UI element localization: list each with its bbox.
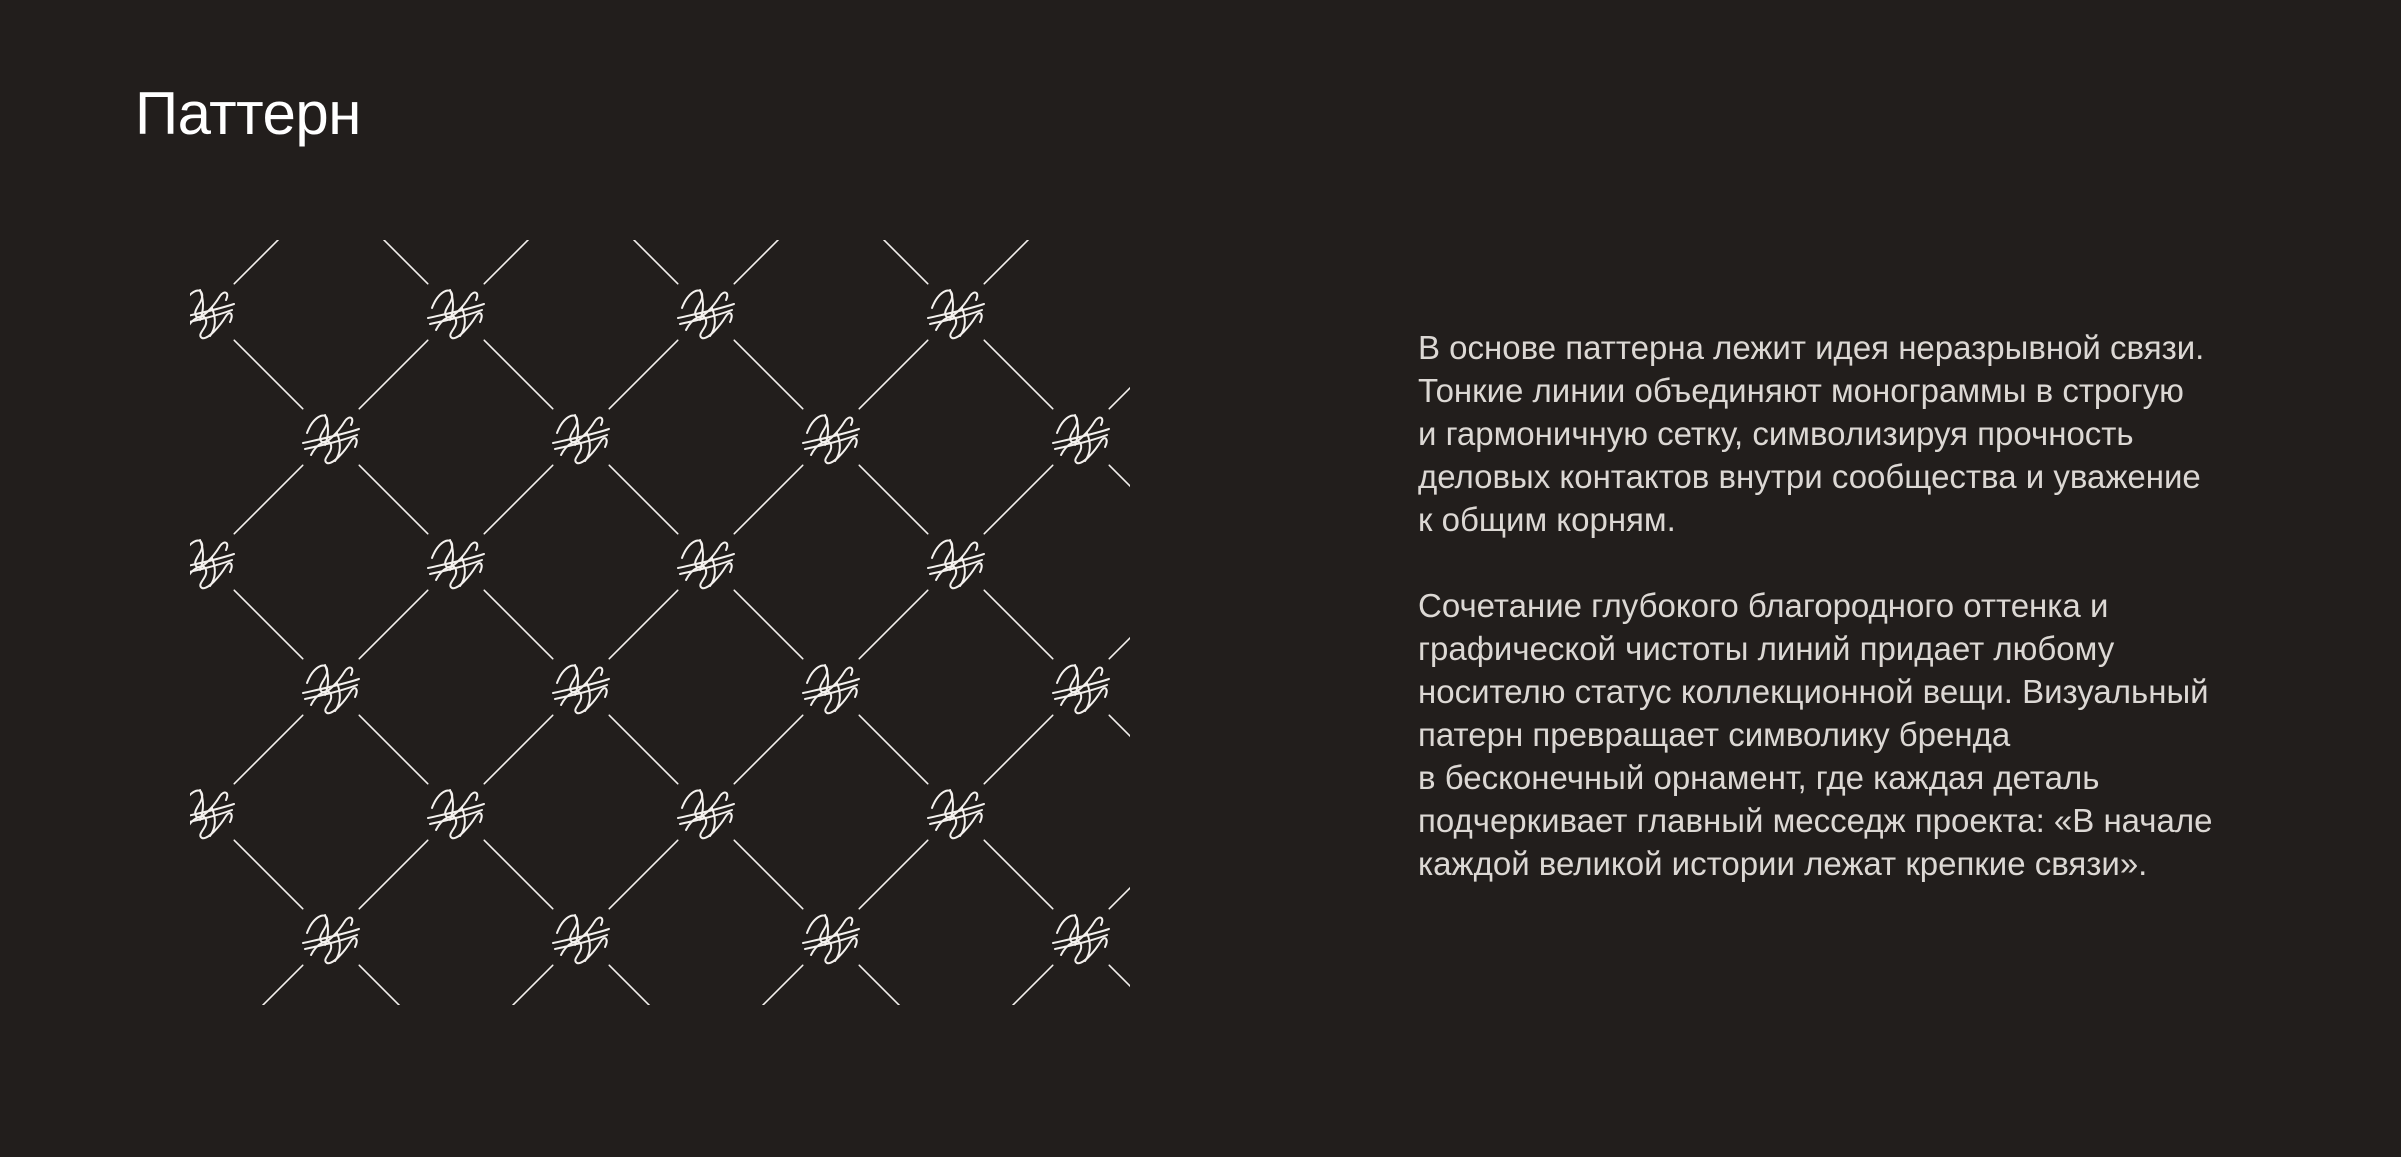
description-paragraph-2 — [1418, 584, 2278, 885]
pattern-line — [734, 590, 802, 658]
monogram-icon — [553, 415, 609, 463]
monogram-icon — [678, 290, 734, 338]
pattern-line — [1109, 840, 1130, 908]
pattern-line — [484, 465, 552, 533]
text-line: к общим корням. — [1418, 501, 1676, 538]
text-line: в бесконечный орнамент, где каждая деталь — [1418, 759, 2100, 796]
pattern-line — [1109, 340, 1130, 408]
pattern-line — [984, 240, 1052, 284]
pattern-line — [734, 840, 802, 908]
monogram-icon — [303, 415, 359, 463]
text-line: Сочетание глубокого благородного оттенка и — [1418, 587, 2109, 624]
monogram-icon — [190, 790, 234, 838]
monogram-icon — [803, 665, 859, 713]
pattern-line — [609, 965, 677, 1005]
text-line: и гармоничную сетку, символизируя прочность — [1418, 415, 2134, 452]
pattern-line — [359, 965, 427, 1005]
monogram-icon — [928, 290, 984, 338]
pattern-line — [484, 590, 552, 658]
pattern-line — [359, 590, 427, 658]
pattern-line — [1109, 465, 1130, 533]
monogram-icon — [553, 915, 609, 963]
pattern-line — [359, 840, 427, 908]
pattern-line — [484, 965, 552, 1005]
pattern-line — [484, 240, 552, 284]
pattern-graphic — [190, 240, 1130, 1005]
pattern-line — [234, 465, 302, 533]
monogram-icon — [1053, 915, 1109, 963]
description-paragraph-1 — [1418, 326, 2278, 541]
pattern-line — [984, 965, 1052, 1005]
pattern-line — [859, 340, 927, 408]
text-line: каждой великой истории лежат крепкие связи». — [1418, 845, 2148, 882]
text-line: Тонкие линии объединяют монограммы в строгую — [1418, 372, 2184, 409]
monogram-icon — [928, 540, 984, 588]
monogram-icon — [803, 915, 859, 963]
monogram-icon — [678, 790, 734, 838]
pattern-line — [1109, 240, 1130, 284]
pattern-line — [234, 715, 302, 783]
text-line: носителю статус коллекционной вещи. Визуальный — [1418, 673, 2209, 710]
pattern-line — [609, 465, 677, 533]
monogram-icon — [428, 790, 484, 838]
pattern-line — [859, 840, 927, 908]
monogram-icon — [303, 665, 359, 713]
monogram-icon — [1053, 415, 1109, 463]
monogram-icon — [190, 290, 234, 338]
pattern-line — [609, 715, 677, 783]
pattern-line — [234, 965, 302, 1005]
pattern-line — [609, 840, 677, 908]
pattern-line — [234, 840, 302, 908]
monogram-icon — [1053, 665, 1109, 713]
pattern-line — [984, 840, 1052, 908]
pattern-line — [984, 340, 1052, 408]
description-text — [1418, 326, 2278, 885]
pattern-line — [734, 965, 802, 1005]
text-line: патерн превращает символику бренда — [1418, 716, 2011, 753]
pattern-line — [859, 240, 927, 284]
pattern-line — [609, 590, 677, 658]
monogram-icon — [678, 540, 734, 588]
pattern-line — [484, 715, 552, 783]
pattern-line — [734, 715, 802, 783]
pattern-line — [984, 715, 1052, 783]
pattern-line — [734, 465, 802, 533]
page-title: Паттерн — [135, 80, 361, 147]
monogram-icon — [553, 665, 609, 713]
pattern-line — [1109, 965, 1130, 1005]
pattern-line — [359, 340, 427, 408]
monogram-pattern — [190, 240, 1130, 1005]
pattern-line — [859, 965, 927, 1005]
monogram-icon — [928, 790, 984, 838]
pattern-line — [484, 840, 552, 908]
pattern-line — [984, 465, 1052, 533]
pattern-line — [984, 590, 1052, 658]
pattern-line — [734, 240, 802, 284]
pattern-line — [359, 465, 427, 533]
pattern-line — [859, 465, 927, 533]
text-line: графической чистоты линий придает любому — [1418, 630, 2115, 667]
pattern-line — [359, 715, 427, 783]
monogram-icon — [428, 290, 484, 338]
pattern-line — [234, 590, 302, 658]
pattern-line — [859, 715, 927, 783]
text-line: В основе паттерна лежит идея неразрывной связи. — [1418, 329, 2205, 366]
pattern-line — [859, 590, 927, 658]
monogram-icon — [803, 415, 859, 463]
pattern-line — [609, 340, 677, 408]
pattern-line — [609, 240, 677, 284]
monogram-icon — [303, 915, 359, 963]
monogram-icon — [190, 540, 234, 588]
text-line: деловых контактов внутри сообщества и уважение — [1418, 458, 2201, 495]
pattern-line — [234, 340, 302, 408]
monogram-icon — [428, 540, 484, 588]
pattern-line — [234, 240, 302, 284]
text-line: подчеркивает главный месседж проекта: «В начале — [1418, 802, 2213, 839]
pattern-line — [1109, 590, 1130, 658]
pattern-line — [359, 240, 427, 284]
pattern-line — [1109, 715, 1130, 783]
pattern-line — [484, 340, 552, 408]
pattern-line — [734, 340, 802, 408]
